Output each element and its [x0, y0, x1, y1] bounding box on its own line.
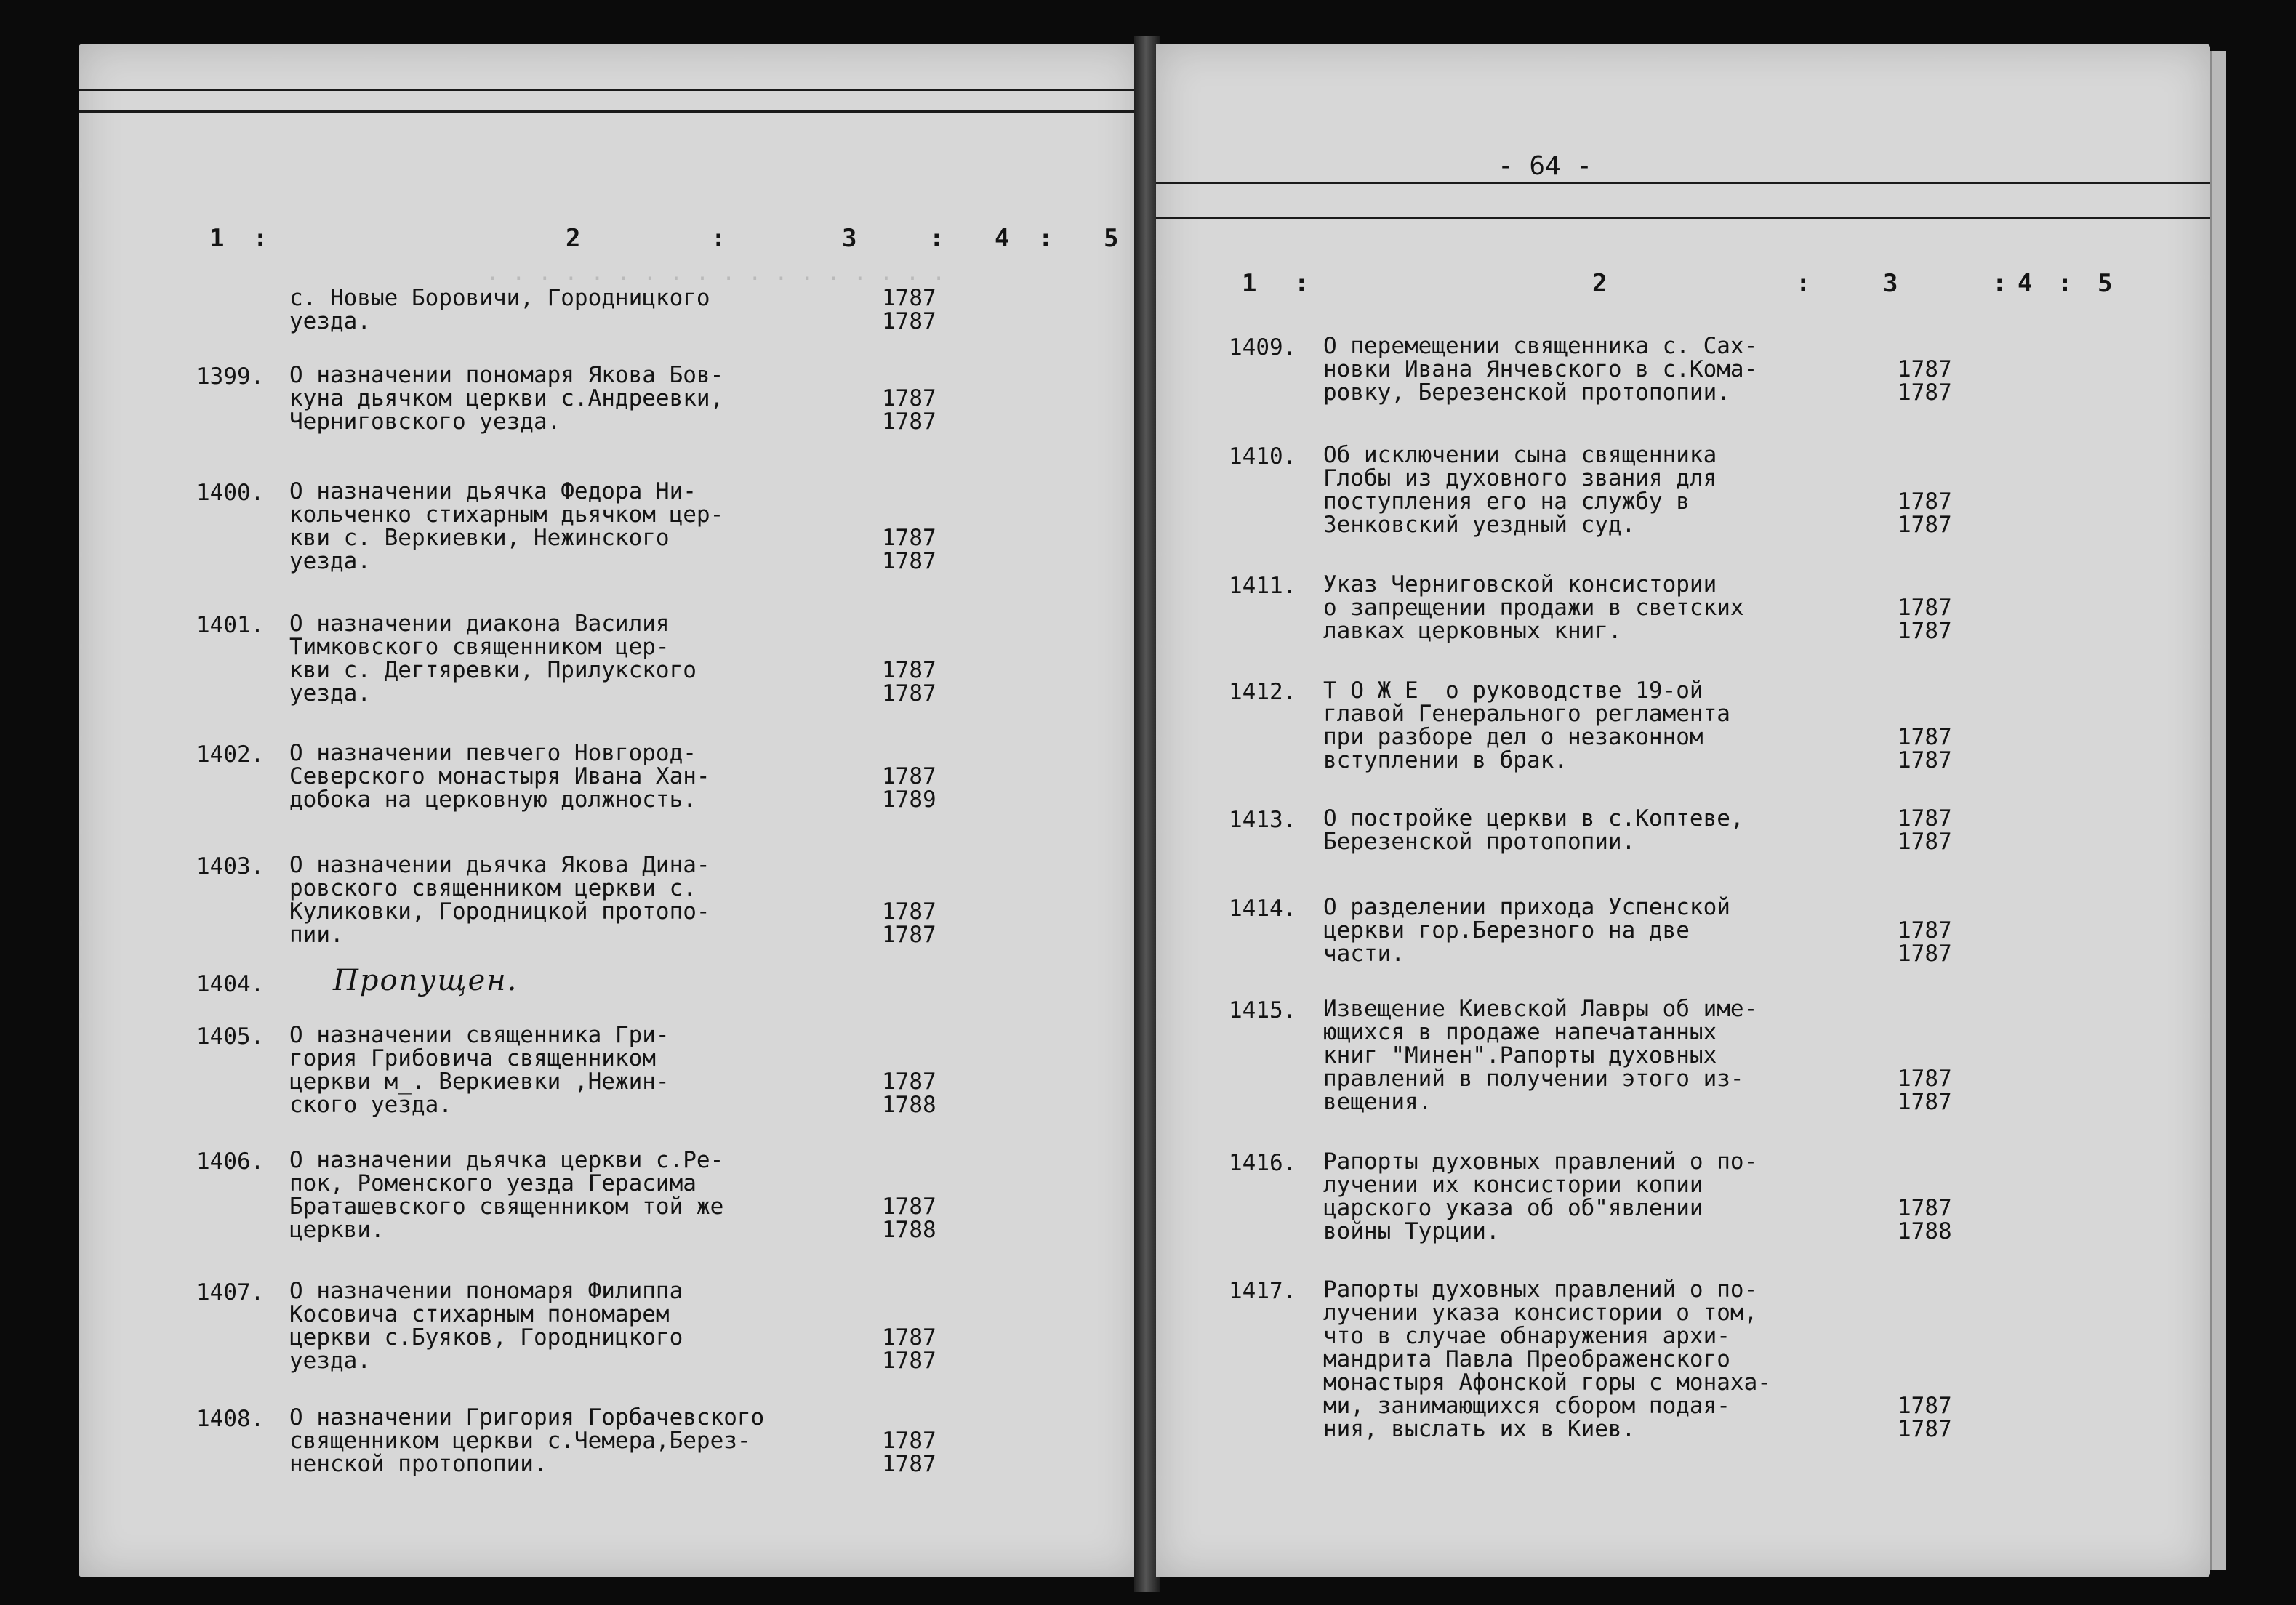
entry-text-line: О назначении певчего Новгород-: [289, 740, 697, 766]
entry-years: [1898, 596, 1952, 643]
column-header-cell: :: [1992, 269, 2007, 298]
entry-text-line: поступления его на службу в: [1323, 488, 1690, 515]
entry-text-line: ровку, Березенской протопопии.: [1323, 379, 1730, 406]
year-value: 1787: [1898, 512, 1952, 538]
entry-text-line: Косовича стихарным пономарем: [289, 1301, 670, 1327]
entry-text-line: ющихся в продаже напечатанных: [1323, 1019, 1717, 1045]
entry-text-line: лавках церковных книг.: [1323, 618, 1622, 644]
entry-text-line: с. Новые Боровичи, Городницкого: [289, 285, 710, 311]
entry-text-line: священником церкви с.Чемера,Берез-: [289, 1428, 751, 1454]
year-value: 1787: [1898, 488, 1952, 515]
year-value: 1787: [882, 898, 936, 925]
entry-years: [1898, 919, 1952, 965]
entry-number: 1402.: [196, 741, 265, 768]
handwritten-note: Пропущен.: [333, 964, 518, 997]
header-rule-top: [79, 89, 1140, 91]
entry-text-line: Зенковский уездный суд.: [1323, 512, 1636, 538]
entry-text-line: Т О Ж Е о руководстве 19-ой: [1323, 677, 1703, 704]
column-header-cell: :: [1038, 224, 1053, 253]
entry-text-line: Указ Черниговской консистории: [1323, 571, 1717, 598]
entry-text-line: мандрита Павла Преображенского: [1323, 1346, 1730, 1372]
entry-text-line: части.: [1323, 941, 1405, 967]
entry-text-line: книг "Минен".Рапорты духовных: [1323, 1042, 1717, 1069]
column-header-cell: 2: [566, 224, 581, 253]
entry-number: 1414.: [1229, 896, 1297, 922]
column-header-cell: 5: [1104, 224, 1119, 253]
page-number: - 64 -: [1498, 151, 1593, 181]
entry-text-line: О разделении прихода Успенской: [1323, 894, 1730, 920]
entry-years: [882, 1070, 936, 1117]
entry-years: [1898, 725, 1952, 772]
year-value: 1787: [882, 548, 936, 574]
year-value: 1787: [882, 657, 936, 683]
entry-text-line: Об исключении сына священника: [1323, 442, 1717, 468]
entry-text-line: О назначении пономаря Якова Бов-: [289, 362, 724, 388]
column-header-cell: :: [1294, 269, 1309, 298]
year-value: 1787: [882, 1348, 936, 1374]
year-value: 1787: [1898, 747, 1952, 773]
header-rule-bottom: [79, 110, 1140, 113]
entry-years: [1898, 490, 1952, 536]
entry-number: 1403.: [196, 853, 265, 880]
column-header-cell: :: [253, 224, 268, 253]
entry-years: [1898, 807, 1952, 853]
column-header-cell: :: [2058, 269, 2073, 298]
year-value: 1787: [882, 1069, 936, 1095]
column-header-cell: 3: [842, 224, 857, 253]
entry-text-line: добока на церковную должность.: [289, 787, 697, 813]
entry-number: 1407.: [196, 1279, 265, 1306]
year-value: 1787: [882, 409, 936, 435]
entry-text-line: главой Генерального регламента: [1323, 701, 1730, 727]
header-rule-top: [1156, 182, 2210, 184]
year-value: 1787: [882, 680, 936, 707]
column-header-cell: 1: [209, 224, 225, 253]
entry-text-line: царского указа об об"явлении: [1323, 1195, 1703, 1221]
entry-number: 1406.: [196, 1149, 265, 1175]
year-value: 1787: [1898, 1089, 1952, 1115]
header-rule-bottom: [1156, 217, 2210, 219]
year-value: 1787: [1898, 1393, 1952, 1419]
year-value: 1787: [1898, 941, 1952, 967]
entry-years: [882, 387, 936, 433]
entry-text-line: монастыря Афонской горы с монаха-: [1323, 1369, 1771, 1396]
left-page: [79, 44, 1140, 1577]
entry-text-line: кви с. Веркиевки, Нежинского: [289, 525, 670, 551]
entry-number: 1417.: [1229, 1278, 1297, 1304]
entry-years: [882, 526, 936, 573]
entry-text-line: О назначении дьячка Федора Ни-: [289, 478, 697, 504]
year-value: 1789: [882, 787, 936, 813]
year-value: 1788: [1898, 1218, 1952, 1244]
entry-text-line: уезда.: [289, 1348, 371, 1374]
year-value: 1787: [1898, 1416, 1952, 1442]
page-stack-edge: [2210, 51, 2226, 1570]
entry-text-line: О назначении пономаря Филиппа: [289, 1278, 683, 1304]
entry-text-line: лучении их консистории копии: [1323, 1172, 1703, 1198]
entry-text-line: О назначении дьячка церкви с.Ре-: [289, 1147, 724, 1173]
column-header-cell: 5: [2098, 269, 2113, 298]
year-value: 1787: [1898, 805, 1952, 832]
year-value: 1787: [882, 1324, 936, 1351]
year-value: 1787: [882, 385, 936, 411]
entry-text-line: при разборе дел о незаконном: [1323, 724, 1703, 750]
entry-number: 1413.: [1229, 807, 1297, 833]
year-value: 1787: [1898, 1066, 1952, 1092]
column-header-cell: 1: [1242, 269, 1257, 298]
entry-text-line: ми, занимающихся сбором подая-: [1323, 1393, 1730, 1419]
year-value: 1788: [882, 1217, 936, 1243]
entry-text-line: Березенской протопопии.: [1323, 829, 1636, 855]
entry-text-line: Извещение Киевской Лавры об име-: [1323, 996, 1758, 1022]
year-value: 1787: [882, 525, 936, 551]
column-header-cell: 2: [1592, 269, 1607, 298]
entry-text-line: О перемещении священника с. Сах-: [1323, 333, 1758, 359]
column-header-cell: :: [711, 224, 726, 253]
entry-text-line: что в случае обнаружения архи-: [1323, 1323, 1730, 1349]
entry-years: [1898, 1196, 1952, 1243]
entry-years: [882, 659, 936, 705]
entry-number: 1399.: [196, 363, 265, 390]
year-value: 1787: [1898, 618, 1952, 644]
entry-text-line: Браташевского священником той же: [289, 1194, 724, 1220]
year-value: 1787: [1898, 595, 1952, 621]
entry-number: 1415.: [1229, 997, 1297, 1023]
year-value: 1787: [1898, 724, 1952, 750]
year-value: 1787: [1898, 379, 1952, 406]
entry-number: 1416.: [1229, 1150, 1297, 1176]
entry-text-line: церкви м_. Веркиевки ,Нежин-: [289, 1069, 670, 1095]
right-page: [1156, 44, 2210, 1577]
entry-text-line: Рапорты духовных правлений о по-: [1323, 1276, 1758, 1303]
entry-text-line: пок, Роменского уезда Герасима: [289, 1170, 697, 1196]
entry-text-line: Тимковского священником цер-: [289, 634, 670, 660]
entry-text-line: кви с. Дегтяревки, Прилукского: [289, 657, 697, 683]
entry-text-line: ненской протопопии.: [289, 1451, 547, 1477]
entry-text-line: церкви с.Буяков, Городницкого: [289, 1324, 683, 1351]
entry-years: [882, 1429, 936, 1476]
entry-years: [1898, 1394, 1952, 1441]
year-value: 1787: [882, 1451, 936, 1477]
entry-text-line: уезда.: [289, 548, 371, 574]
entry-text-line: войны Турции.: [1323, 1218, 1500, 1244]
entry-text-line: правлений в получении этого из-: [1323, 1066, 1744, 1092]
entry-text-line: ния, выслать их в Киев.: [1323, 1416, 1636, 1442]
entry-text-line: кольченко стихарным дьячком цер-: [289, 502, 724, 528]
column-header-cell: :: [1796, 269, 1811, 298]
entry-text-line: Рапорты духовных правлений о по-: [1323, 1149, 1758, 1175]
year-value: 1787: [882, 1428, 936, 1454]
entry-text-line: О назначении священника Гри-: [289, 1022, 670, 1048]
entry-number: 1410.: [1229, 443, 1297, 470]
entry-text-line: церкви гор.Березного на две: [1323, 917, 1690, 944]
entry-text-line: О назначении Григория Горбачевского: [289, 1404, 765, 1431]
entry-years: [882, 900, 936, 946]
entry-text-line: куна дьячком церкви с.Андреевки,: [289, 385, 724, 411]
bleed-through-text: . . . . . . . . . . . . . . . . . .: [486, 260, 946, 286]
entry-text-line: церкви.: [289, 1217, 385, 1243]
entry-years: [1898, 358, 1952, 404]
entry-text-line: о запрещении продажи в светских: [1323, 595, 1744, 621]
entry-text-line: Куликовки, Городницкой протопо-: [289, 898, 710, 925]
entry-number: 1401.: [196, 612, 265, 638]
year-value: 1787: [882, 922, 936, 948]
entry-number: 1411.: [1229, 573, 1297, 599]
year-value: 1787: [882, 285, 936, 311]
entry-text-line: Северского монастыря Ивана Хан-: [289, 763, 710, 789]
entry-years: [1898, 1067, 1952, 1114]
entry-text-line: лучении указа консистории о том,: [1323, 1300, 1758, 1326]
entry-text-line: вещения.: [1323, 1089, 1432, 1115]
entry-text-line: вступлении в брак.: [1323, 747, 1568, 773]
year-value: 1787: [1898, 917, 1952, 944]
entry-number: 1400.: [196, 480, 265, 506]
entry-years: [882, 1195, 936, 1242]
year-value: 1787: [1898, 356, 1952, 382]
entry-text-line: О назначении диакона Василия: [289, 611, 670, 637]
entry-text-line: О постройке церкви в с.Коптеве,: [1323, 805, 1744, 832]
entry-years: [882, 765, 936, 811]
entry-years: [882, 1326, 936, 1372]
entry-text-line: Черниговского уезда.: [289, 409, 561, 435]
entry-text-line: пии.: [289, 922, 344, 948]
year-value: 1787: [882, 1194, 936, 1220]
entry-number: 1404.: [196, 971, 265, 997]
year-value: 1788: [882, 1092, 936, 1118]
year-value: 1787: [882, 308, 936, 334]
entry-years: [882, 286, 936, 333]
entry-number: 1408.: [196, 1406, 265, 1432]
entry-text-line: новки Ивана Янчевского в с.Кома-: [1323, 356, 1758, 382]
entry-text-line: О назначении дьячка Якова Дина-: [289, 852, 710, 878]
entry-number: 1405.: [196, 1023, 265, 1050]
entry-text-line: уезда.: [289, 308, 371, 334]
entry-number: 1412.: [1229, 679, 1297, 705]
entry-text-line: Глобы из духовного звания для: [1323, 465, 1717, 491]
column-header-cell: 4: [995, 224, 1010, 253]
year-value: 1787: [882, 763, 936, 789]
entry-text-line: гория Грибовича священником: [289, 1045, 656, 1071]
column-header-cell: 3: [1883, 269, 1898, 298]
entry-text-line: ровского священником церкви с.: [289, 875, 697, 901]
column-header-cell: :: [929, 224, 944, 253]
entry-text-line: уезда.: [289, 680, 371, 707]
entry-number: 1409.: [1229, 334, 1297, 361]
column-header-cell: 4: [2018, 269, 2033, 298]
year-value: 1787: [1898, 829, 1952, 855]
year-value: 1787: [1898, 1195, 1952, 1221]
entry-text-line: ского уезда.: [289, 1092, 452, 1118]
